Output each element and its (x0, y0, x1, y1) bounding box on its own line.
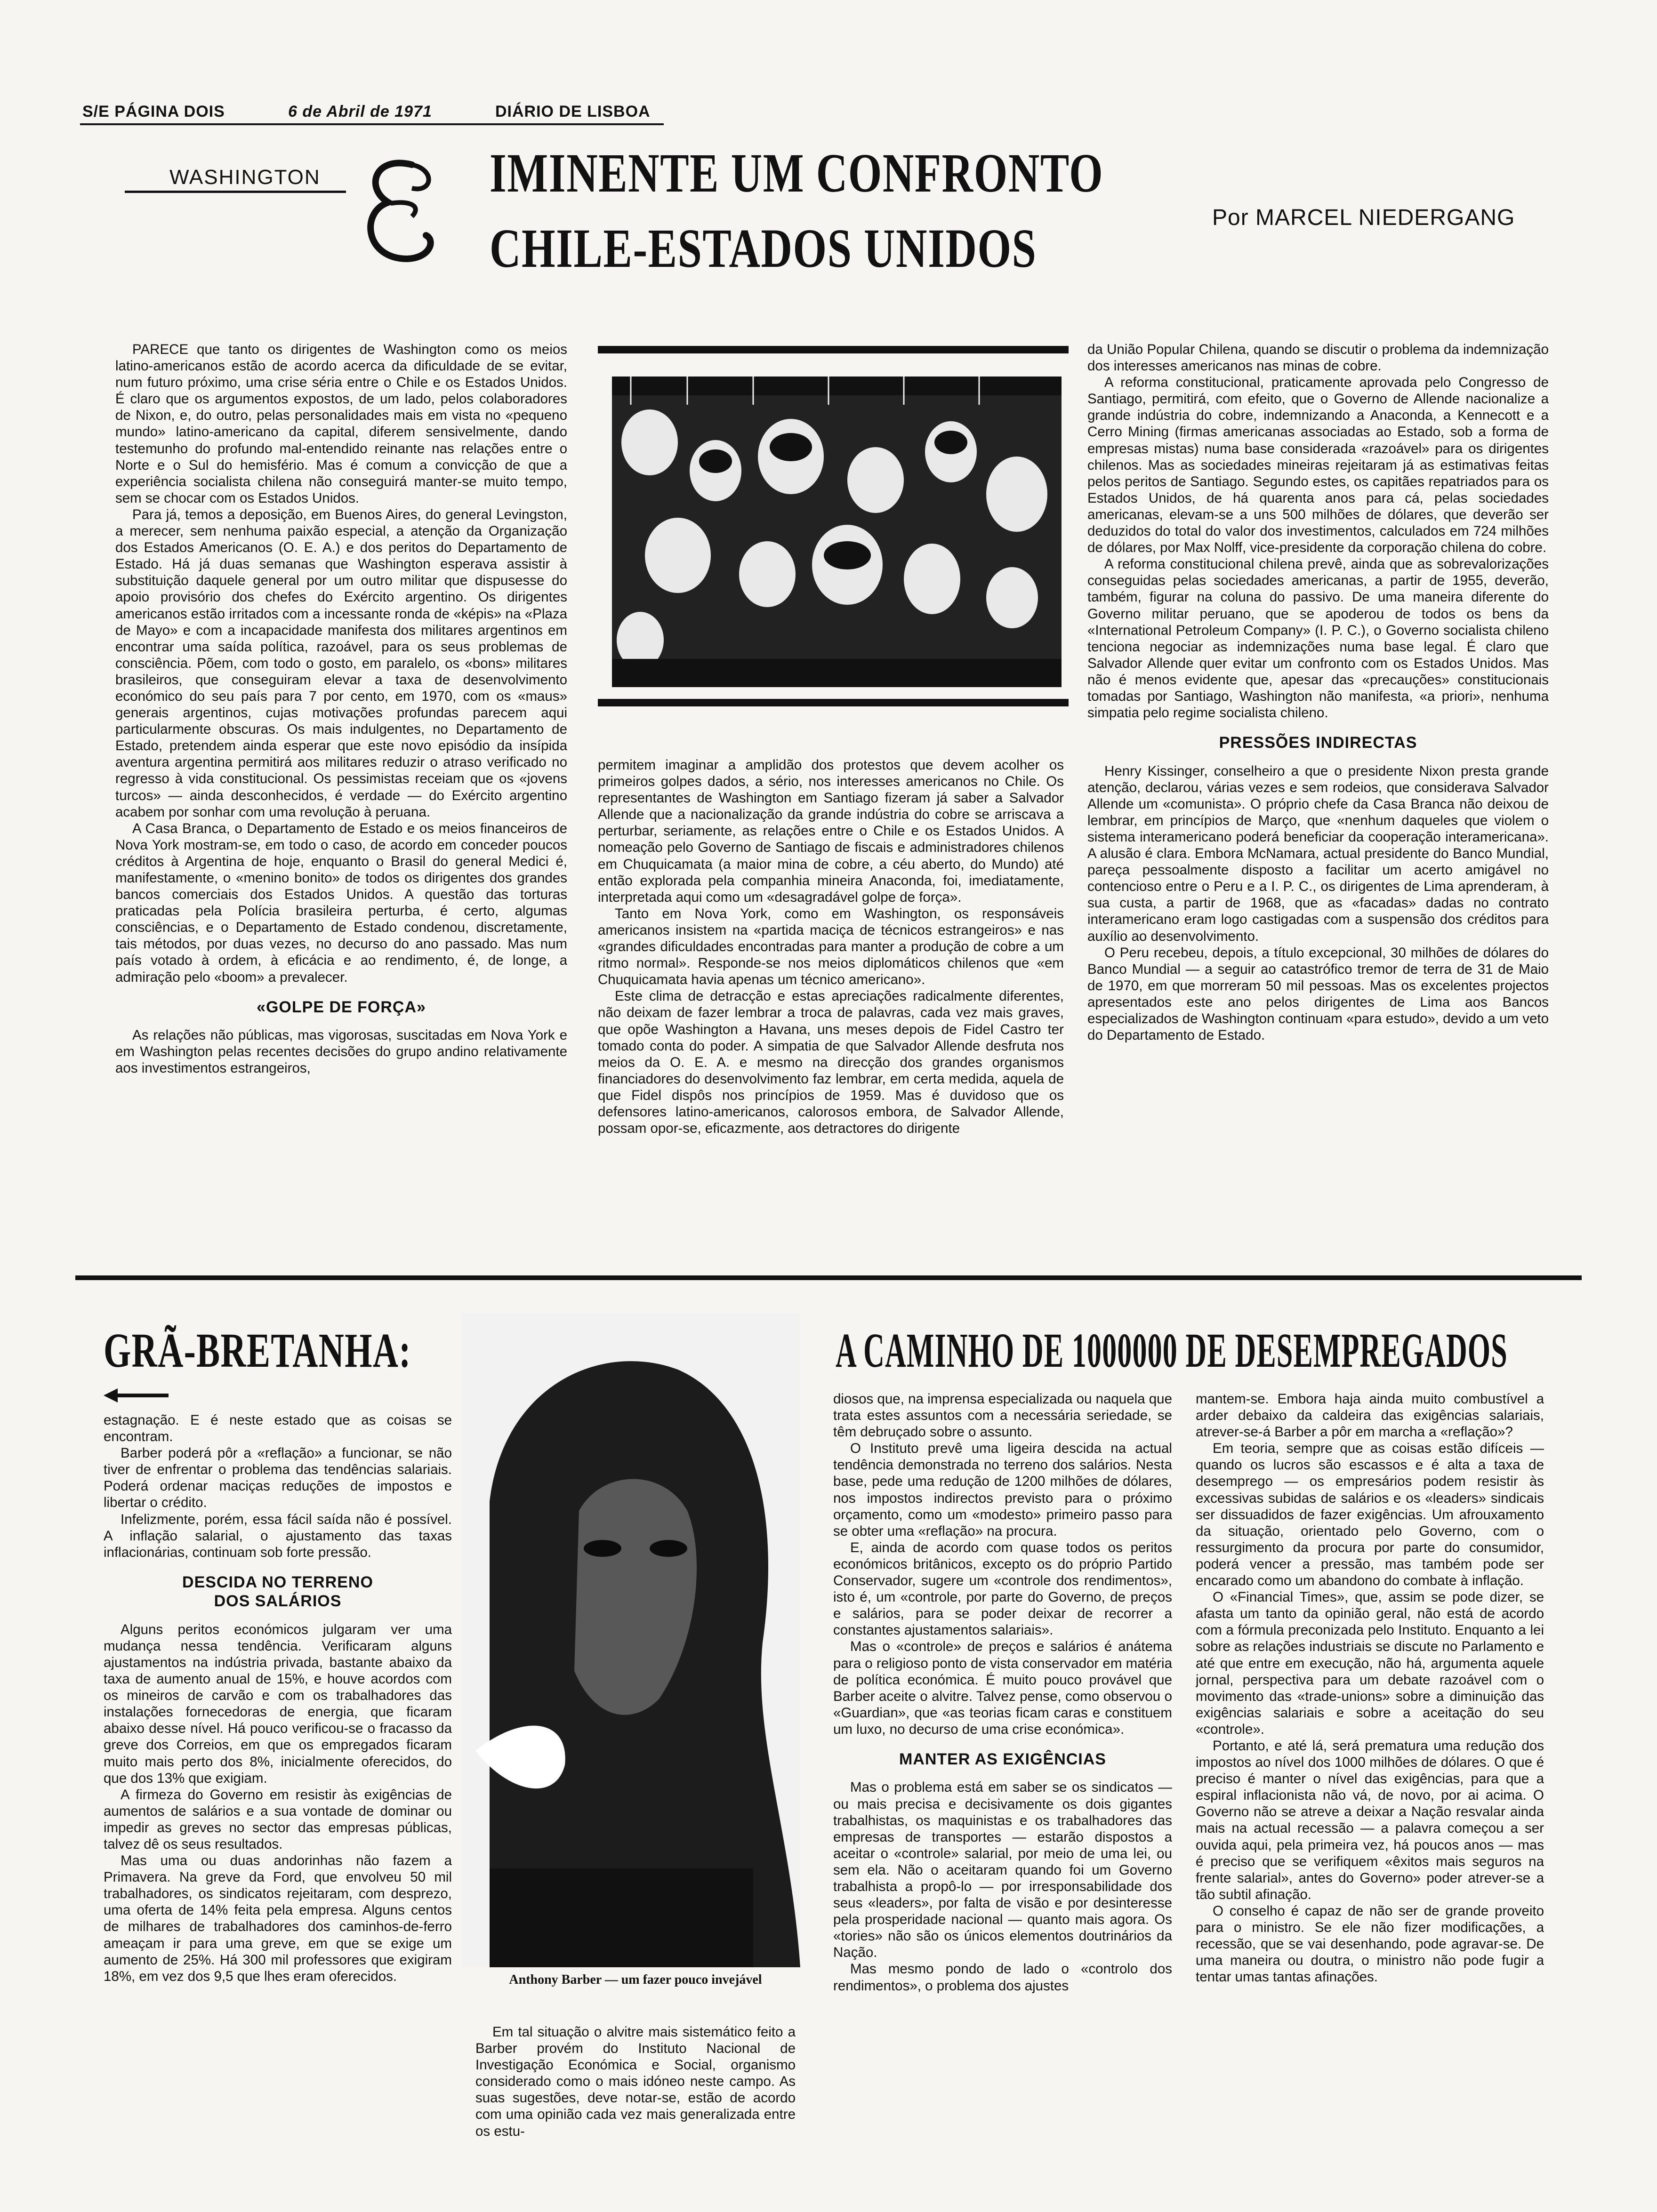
headline-line-1: IMINENTE UM CONFRONTO (490, 142, 1104, 204)
byline: Por MARCEL NIEDERGANG (1212, 205, 1515, 230)
subheading-manter: MANTER AS EXIGÊNCIAS (899, 1750, 1106, 1768)
paragraph: PARECE que tanto os dirigentes de Washington como os meios latino-americanos estão de acordo acerca da dificuldade de se evitar, num futuro próximo, uma crise séria entre o Chile e os Estados Unidos. É claro que os argumentos expostos, de um lado, pelos colaboradores de Nixon, e, do outro, pelas personalidades mais em vista no «pequeno mundo» latino-americano da capital, diferem sensivelmente, dando testemunho do profundo mal-entendido reinante nas relações entre o Norte e o Sul do hemisfério. Mas é comum a convicção de que a experiência socialista chilena não conseguirá manter-se muito tempo, sem se chocar com os Estados Unidos. (115, 342, 567, 506)
paragraph: Henry Kissinger, conselheiro a que o presidente Nixon presta grande atenção, declarou, várias vezes e sem rodeios, que considerava Salvador Allende um «comunista». O próprio chefe da Casa Branca não deixou de lembrar, em princípios de Março, que «nenhum daqueles que violem o sistema interamericano poderá beneficiar da cooperação interamericana». A alusão é clara. Embora McNamara, actual presidente do Banco Mundial, pareça pessoalmente disposto a facilitar um acerto amigável no contencioso entre o Peru e a I. P. C., os dirigentes de Lima aprenderam, à sua custa, a partir de 1968, que as «facadas» dadas no contrato interamericano eram logo castigadas com a suspensão dos créditos para auxílio ao desenvolvimento. (1087, 763, 1549, 944)
paragraph: O Peru recebeu, depois, a título excepcional, 30 milhões de dólares do Banco Mundial — a seguir ao catastrófico tremor de terra de 31 de Maio de 1970, em que morreram 50 mil pessoas. Mas os excelentes projectos apresentados este ano pelos dirigentes de Lima aos Bancos especializados de Washington continuam «para estudo», devido a um veto do Departamento de Estado. (1087, 945, 1549, 1043)
paragraph: Mas o «controle» de preços e salários é anátema para o religioso ponto de vista conservador em matéria de política económica. É muito pouco provável que Barber aceite o alvitre. Talvez pense, como observou o «Guardian», que «as teorias ficam caras e constituem um luxo, no decurso de uma crise económica». (833, 1639, 1172, 1737)
portrait-photo (461, 1313, 800, 1967)
paragraph: Infelizmente, porém, essa fácil saída não é possível. A inflação salarial, o ajustamento das taxas inflacionárias, continuam sob forte pressão. (104, 1511, 452, 1560)
bottom-kicker: GRÃ-BRETANHA: (104, 1323, 411, 1378)
paragraph: Mas mesmo pondo de lado o «controlo dos rendimentos», o problema dos ajustes (833, 1961, 1172, 1994)
dateline-rule (125, 191, 346, 193)
subheading-salarios: DOS SALÁRIOS (214, 1592, 342, 1611)
paragraph: Mas uma ou duas andorinhas não fazem a Primavera. Na greve da Ford, que envolveu 50 mil trabalhadores, os sindicatos rejeitaram, com desprezo, uma oferta de 14% feita pela empresa. Alguns centos de milhares de trabalhadores dos caminhos-de-ferro ameaçam ir para uma greve, em que se exige um aumento de 25%. Há 300 mil professores que exigiram 18%, em vez dos 9,5 que lhes eram oferecidos. (104, 1853, 452, 1984)
paragraph: O Instituto prevê uma ligeira descida na actual tendência demonstrada no terreno dos salários. Nesta base, pede uma redução de 1200 milhões de dólares, nos impostos indirectos previsto para o próximo orçamento, como um «modesto» primeiro passo para se obter uma «reflação» na procura. (833, 1441, 1172, 1539)
headline-line-2: CHILE-ESTADOS UNIDOS (490, 217, 1037, 279)
paragraph: permitem imaginar a amplidão dos protestos que devem acolher os primeiros golpes dados, a sério, nos interesses americanos no Chile. Os representantes de Washington em Santiago fizeram já saber a Salvador Allende que a nacionalização da grande indústria do cobre se arriscava a perturbar, seriamente, as relações entre o Chile e os Estados Unidos. A nomeação pelo Governo de Santiago de fiscais e administradores chilenos em Chuquicamata (a maior mina de cobre, a céu aberto, do Mundo) até então explorada pela companhia mineira Anaconda, foi, imediatamente, interpretada aqui como um «desagradável golpe de força». (598, 757, 1064, 905)
photo-caption: Anthony Barber — um fazer pouco invejável (509, 1972, 762, 1987)
newspaper-name: DIÁRIO DE LISBOA (495, 103, 651, 120)
paragraph: Para já, temos a deposição, em Buenos Aires, do general Levingston, a merecer, sem nenhuma paixão especial, a atenção da Organização dos Estados Americanos (O. E. A.) e dos peritos do Departamento de Estado. Há já duas semanas que Washington esperava assistir à substituição daquele general por um outro militar que dispusesse do apoio provisório dos chefes do Exército argentino. Os dirigentes americanos estão irritados com a incessante ronda de «képis» na «Plaza de Mayo» e com a incapacidade manifesta dos militares argentinos em encontrar uma saída política, razoável, para os seus problemas de consciência. Põem, com todo o gosto, em paralelo, os «bons» militares brasileiros, que conseguiram elevar a taxa de desenvolvimento económico do seu país para 7 por cento, em 1970, com os «maus» generais argentinos, cujas motivações profundas parecem aqui particularmente obscuras. Os mais indulgentes, no Departamento de Estado, pretendem ainda esperar que este novo episódio da insípida aventura argentina permitirá aos militares reduzir o atraso verificado no regresso à vida constitucional. Os pessimistas receiam que os «jovens turcos» — ainda desconhecidos, é verdade — do Exército argentino acabem por sonhar com uma revolução à peruana. (115, 506, 567, 820)
article-column-2 (598, 757, 1064, 1265)
article-column-3 (1087, 341, 1549, 1264)
page-date: 6 de Abril de 1971 (288, 103, 432, 120)
paragraph: estagnação. E é neste estado que as coisas se encontram. (104, 1412, 452, 1445)
dateline: WASHINGTON (169, 166, 321, 189)
paragraph: da União Popular Chilena, quando se discutir o problema da indemnização dos interesses americanos nas minas de cobre. (1087, 342, 1549, 374)
section-divider (75, 1275, 1582, 1280)
paragraph: Em tal situação o alvitre mais sistemático feito a Barber provém do Instituto Nacional de Investigação Económica e Social, organismo considerado como o mais idóneo neste campo. As suas sugestões, deve notar-se, estão de acordo com uma opinião cada vez mais generalizada entre os estu- (475, 2024, 796, 2139)
paragraph: A Casa Branca, o Departamento de Estado e os meios financeiros de Nova York mostram-se, em todo o caso, de acordo em conceder poucos créditos à Argentina de hoje, enquanto o Brasil do general Medici é, manifestamente, o «menino bonito» de todos os dirigentes dos grandes bancos comerciais dos Estados Unidos. A questão das torturas praticadas pela Polícia brasileira perturba, é certo, algumas consciências, e o Departamento de Estado condenou, discretamente, tais métodos, por duas vezes, no decurso do ano passado. Mas num país votado à ordem, à eficácia e ao rendimento, é, de longe, a admiração pelo «boom» a prevalecer. (115, 820, 567, 985)
paragraph: E, ainda de acordo com quase todos os peritos económicos britânicos, excepto os do próprio Partido Conservador, sugere um «controle dos rendimentos», isto é, um «controle, por parte do Governo, de preços e salários, para se poder deixar de recorrer a constantes ajustamentos salariais». (833, 1539, 1172, 1638)
crowd-photo (612, 377, 1062, 687)
paragraph: A reforma constitucional, praticamente aprovada pelo Congresso de Santiago, permitirá, com efeito, que o Governo de Allende nacionalize a grande indústria do cobre, indemnizando a Anaconda, a Kennecott e a Cerro Mining (firmas americanas associadas ao Estado, sob a forma de empresas mistas) numa base considerada «razoável» para os dirigentes chilenos. Mas as sociedades mineiras rejeitaram já as estimativas feitas pelos peritos de Santiago. Segundo estes, os capitães repatriados para os Estados Unidos, de há quarenta anos para cá, pelas sociedades americanas, elevam-se a uns 500 milhões de dólares, que deverão ser deduzidos do total do valor dos investimentos, calculados em 724 milhões de dólares, por Max Nolff, vice-presidente da corporação chilena do cobre. (1087, 375, 1549, 556)
photo-top-bar (598, 346, 1069, 353)
paragraph: Em teoria, sempre que as coisas estão difíceis — quando os lucros são escassos e é alta a taxa de desemprego — os empresários podem resistir às excessivas subidas de salários e os «leaders» sindicais ser dissuadidos de fazer exigências. Um afrouxamento da situação, orientado pelo Governo, com o ressurgimento da procura por parte do consumidor, poderá vencer a pressão, mas também pode ser encarado como um abandono do combate à inflação. (1196, 1441, 1544, 1589)
paragraph: Tanto em Nova York, como em Washington, os responsáveis americanos insistem na «partida maciça de técnicos estrangeiros» e nas «grandes dificuldades encontradas para manter a produção de cobre a um ritmo normal». Responde-se nos meios diplomáticos chilenos que «em Chuquicamata havia apenas um técnico americano». (598, 906, 1064, 988)
paragraph: A firmeza do Governo em resistir às exigências de aumentos de salários e a sua vontade de dominar ou impedir as greves no sector das empresas públicas, talvez dê os seus resultados. (104, 1787, 452, 1852)
paragraph: mantem-se. Embora haja ainda muito combustível a arder debaixo da caldeira das exigências salariais, atrever-se-á Barber a pôr em marcha a «reflação»? (1196, 1391, 1544, 1440)
ornamental-e-initial (355, 151, 440, 273)
bottom-column-3 (833, 1391, 1172, 2186)
arrow-left-icon (104, 1388, 169, 1403)
bottom-column-4 (1196, 1391, 1544, 2186)
paragraph: A reforma constitucional chilena prevê, ainda que as sobrevalorizações conseguidas pelas sociedades americanas, a partir de 1955, deverão, também, figurar na coluna do passivo. De uma maneira diferente do Governo militar peruano, que se apoderou de todos os bens da «International Petroleum Company» (I. P. C.), o Governo socialista chileno tenciona negociar as indemnizações numa base legal. É claro que Salvador Allende quer evitar um confronto com os Estados Unidos. Mas não é menos evidente que, apesar das «precauções» constitucionais tomadas por Santiago, Washington não manifesta, «a priori», nenhuma simpatia pelo regime socialista chileno. (1087, 556, 1549, 721)
paragraph: Mas o problema está em saber se os sindicatos — ou mais precisa e decisivamente os dois gigantes trabalhistas, os maquinistas e os trabalhadores das empresas de transportes — estarão dispostos a aceitar o «controle» salarial, por meio de uma lei, ou sem ela. Não o aceitaram quando foi um Governo trabalhista a propô-lo — por irresponsabilidade dos seus «leaders», por falta de visão e por desinteresse pela prosperidade nacional — quanto mais agora. Os «tories» não são os únicos elementos doutrinários da Nação. (833, 1779, 1172, 1961)
paragraph: diosos que, na imprensa especializada ou naquela que trata estes assuntos com a necessária seriedade, se têm debruçado sobre o assunto. (833, 1391, 1172, 1440)
bottom-column-1 (104, 1412, 452, 2184)
page-section: S/E PÁGINA DOIS (82, 103, 225, 120)
paragraph: Este clima de detracção e estas apreciações radicalmente diferentes, não deixam de fazer lembrar a troca de palavras, cada vez mais graves, que opõe Washington a Havana, uns meses depois de Fidel Castro ter tomado conta do poder. A simpatia de que Salvador Allende desfruta nos meios da O. E. A. e mesmo na direcção dos grandes organismos financiadores do desenvolvimento faz lembrar, em certa medida, aquela de que Fidel dispôs nos princípios de 1959. Mas é duvidoso que os defensores latino-americanos, calorosos embora, de Salvador Allende, possam opor-se, eficazmente, aos detractores do dirigente (598, 988, 1064, 1137)
paragraph: Portanto, e até lá, será prematura uma redução dos impostos ao nível dos 1000 milhões de dólares. O que é preciso é manter o nível das exigências, para que a espiral inflacionista não vá, de novo, por ai acima. O Governo não se atreve a deixar a Nação resvalar ainda mais na actual recessão — a palavra começou a ser ouvida aqui, pela primeira vez, há poucos anos — mas é preciso que se verifiquem «êxitos mais seguros na frente salarial», antes do Governo» poder atrever-se a tão subtil afinação. (1196, 1738, 1544, 1902)
article-column-1 (115, 341, 567, 1264)
bottom-headline: A CAMINHO DE 1000000 DE DESEMPREGADOS (836, 1323, 1508, 1378)
paragraph: O conselho é capaz de não ser de grande proveito para o ministro. Se ele não fizer modificações, a recessão, que se vai desenhando, pode agravar-se. De uma maneira ou doutra, o ministro não pode fugir a tentar umas tantas afinações. (1196, 1903, 1544, 1985)
paragraph: Barber poderá pôr a «reflação» a funcionar, se não tiver de enfrentar o problema das tendências salariais. Poderá ordenar maciças reduções de impostos e libertar o crédito. (104, 1445, 452, 1511)
header-rule (80, 123, 664, 125)
subheading-descida: DESCIDA NO TERRENO (182, 1573, 373, 1591)
paragraph: O «Financial Times», que, assim se pode dizer, se afasta um tanto da opinião geral, não está de acordo com a fórmula preconizada pelo Instituto. Enquanto a lei sobre as relações industriais se discute no Parlamento e até que entre em execução, não há, argumenta aquele jornal, perspectiva para um debate razoável com o movimento das «trade-unions» sobre a diminuição das exigências salariais e sobre a aceitação do seu «controle». (1196, 1589, 1544, 1737)
photo-bottom-bar (598, 699, 1069, 706)
paragraph: Alguns peritos económicos julgaram ver uma mudança nessa tendência. Verificaram alguns ajustamentos na indústria privada, bastante abaixo da taxa de aumento anual de 15%, e houve acordos com os mineiros de carvão e com os trabalhadores das instalações fornecedoras de energia, que ficaram abaixo desse nível. Há pouco verificou-se o fracasso da greve dos Correios, em que os empregados ficaram muito mais perto dos 8%, inicialmente oferecidos, do que dos 13% que exigiam. (104, 1621, 452, 1786)
bottom-column-2 (475, 2024, 796, 2174)
subheading-pressoes: PRESSÕES INDIRECTAS (1219, 734, 1417, 752)
subheading-golpe: «GOLPE DE FORÇA» (257, 998, 426, 1016)
paragraph: As relações não públicas, mas vigorosas, suscitadas em Nova York e em Washington pelas recentes decisões do grupo andino relativamente aos investimentos estrangeiros, (115, 1027, 567, 1076)
